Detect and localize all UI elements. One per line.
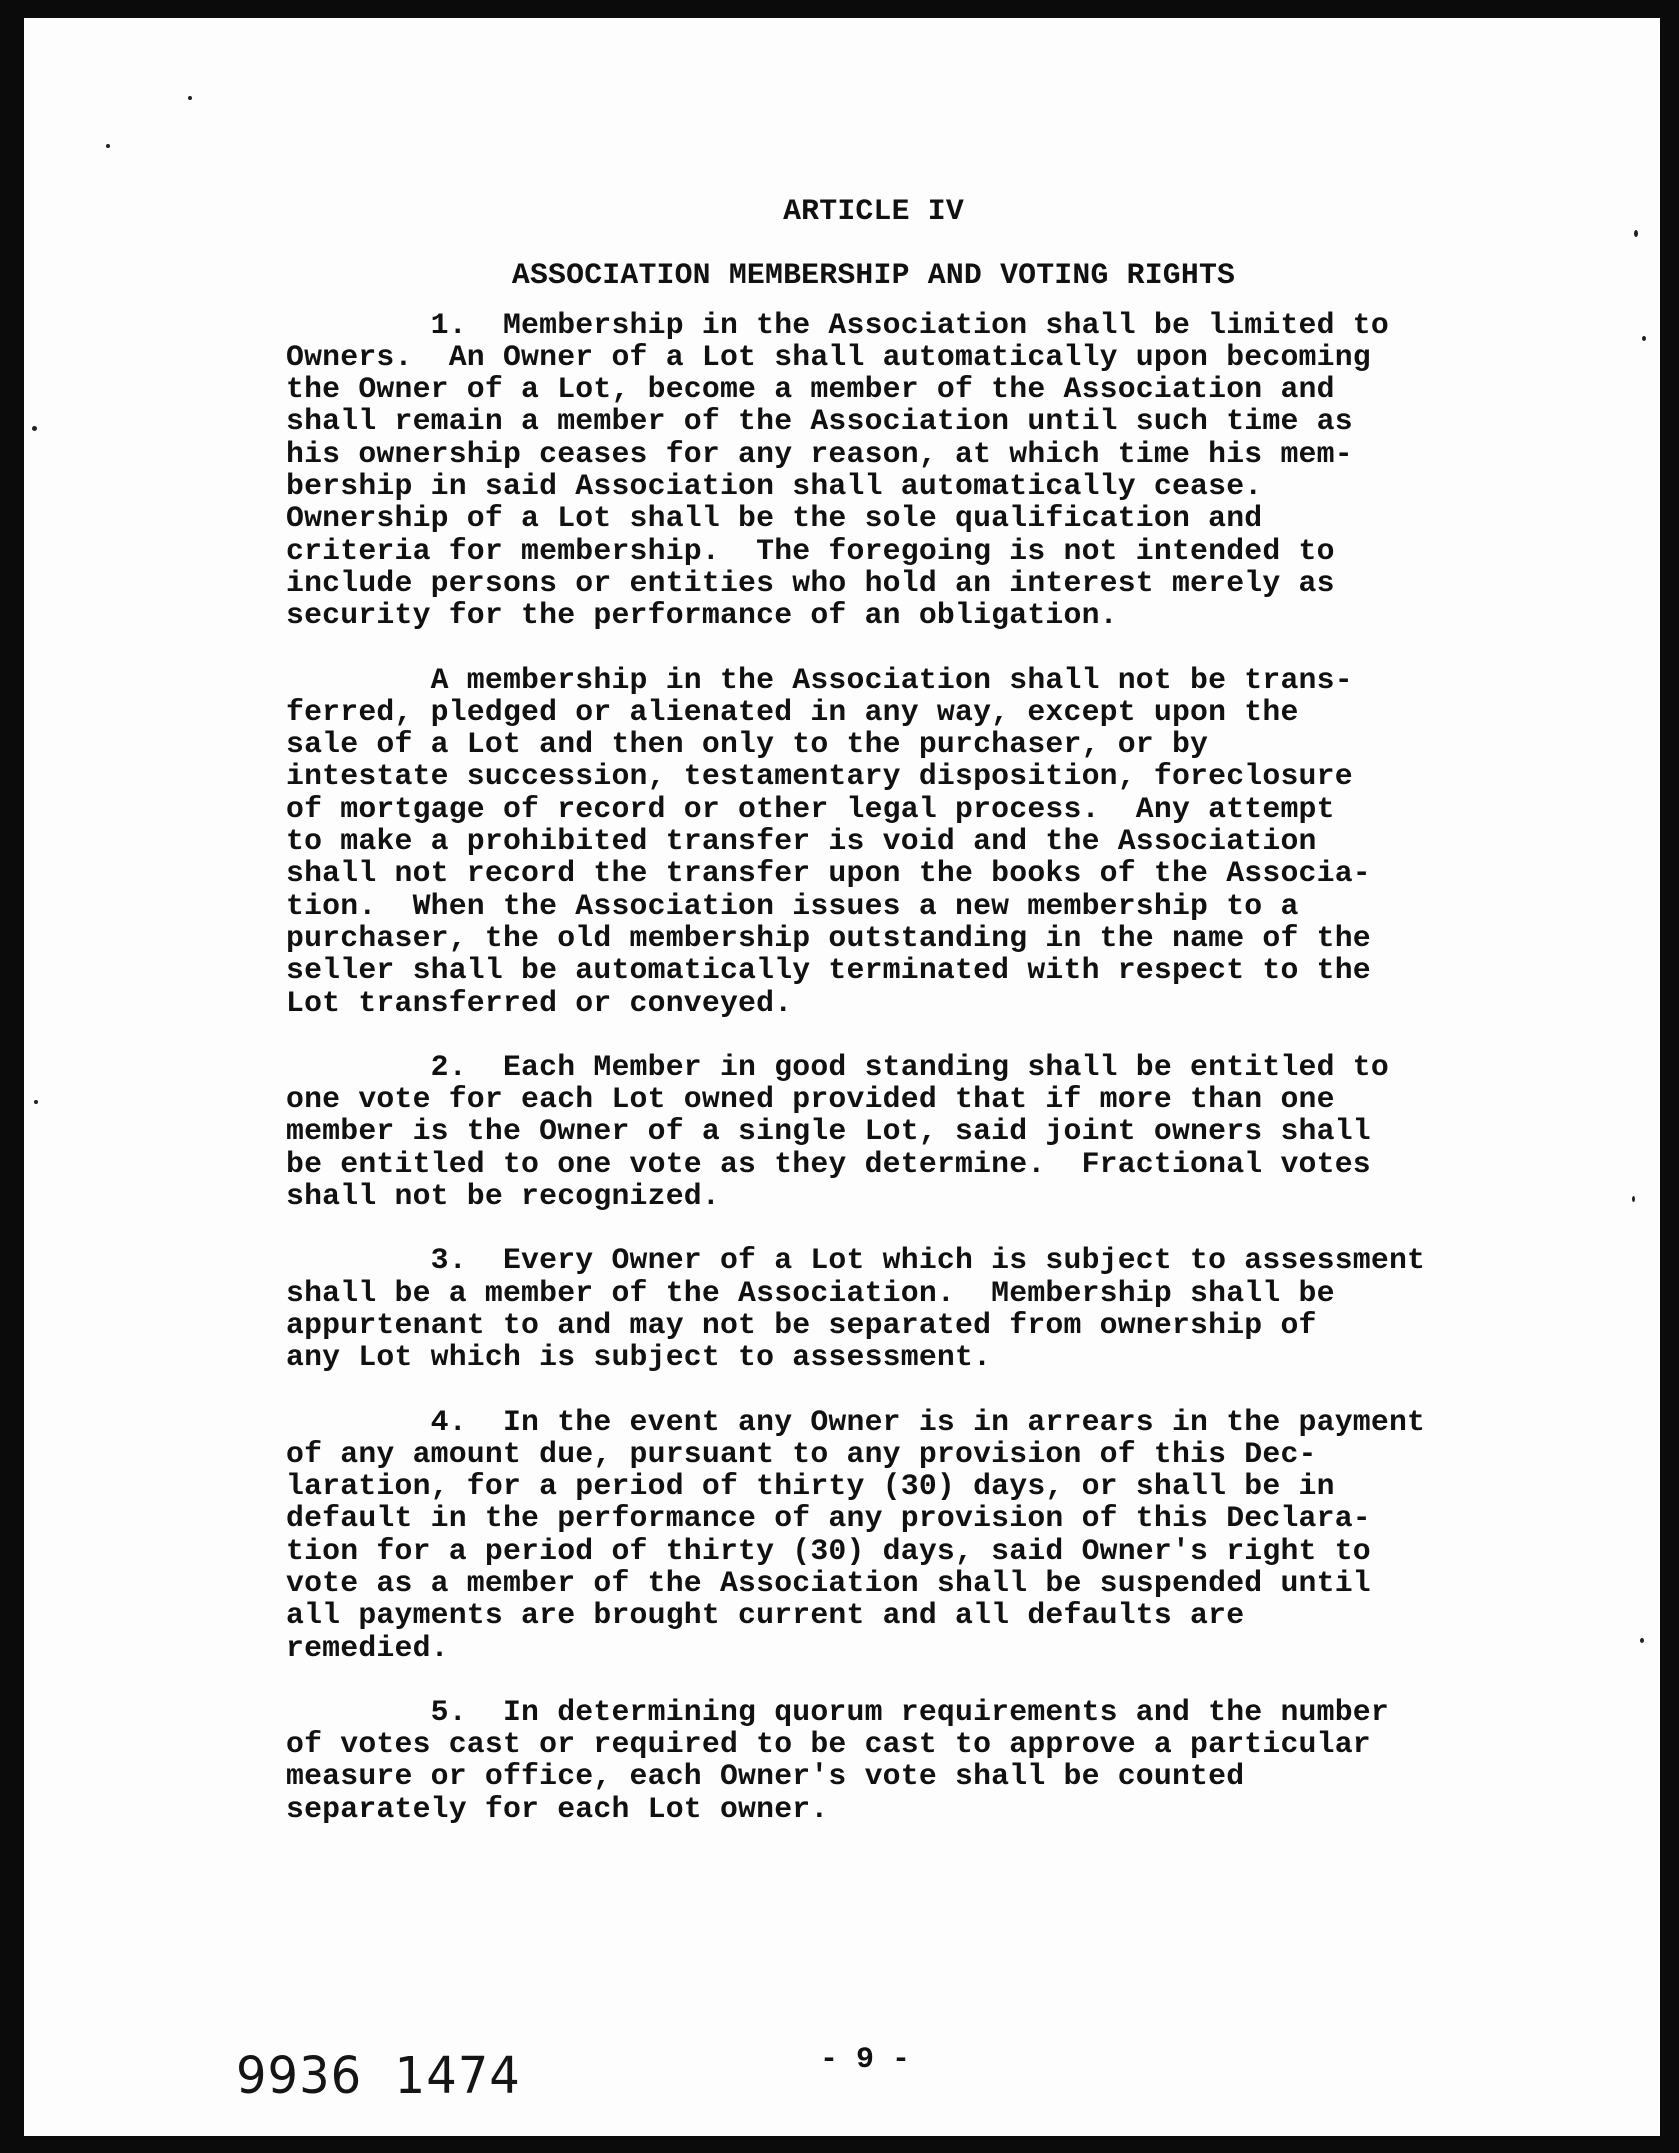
scan-speck [32, 426, 37, 431]
record-stamp: 9936 1474 [236, 2046, 521, 2106]
paragraph-transfer: A membership in the Association shall not be trans- ferred, pledged or alienated in any way, except upon the sale of a Lot and then only to the purchaser, or by intestate succession, testamentary disposition, foreclosure of mortgage of record or other legal process. Any attempt to make a prohibited transfer is void and the Association shall not record the transfer upon the books of the Associa- tion. When the Association issues a new membership to a purchaser, the old membership outstanding in the name of the seller shall be automatically terminated with respect to the Lot transferred or conveyed. [286, 662, 1371, 1020]
scan-speck [106, 144, 110, 148]
scan-speck [1632, 1196, 1635, 1202]
paragraph-assessment: 3. Every Owner of a Lot which is subject to assessment shall be a member of the Association. Membership shall be appurtenant to and may not be separated from ownership of any Lot which is subject to assessment. [286, 1243, 1426, 1375]
paragraph-membership: 1. Membership in the Association shall be limited to Owners. An Owner of a Lot shall automatically upon becoming the Owner of a Lot, become a member of the Association and shall remain a member of the Association until such time as his ownership ceases for any reason, at which time his mem- bership in said Association shall automatically cease. Ownership of a Lot shall be the sole qualification and criteria for membership. The foregoing is not intended to include persons or entities who hold an interest merely as security for the performance of an obligation. [286, 307, 1389, 633]
document-body [286, 195, 1461, 1857]
scan-speck [34, 1100, 38, 1104]
paragraph-voting: 2. Each Member in good standing shall be entitled to one vote for each Lot owned provided that if more than one member is the Owner of a single Lot, said joint owners shall be entitled to one vote as they determine. Fractional votes shall not be recognized. [286, 1049, 1389, 1214]
article-title: ARTICLE IV [783, 194, 964, 228]
page-number: - 9 - [820, 2043, 911, 2077]
paragraph-quorum: 5. In determining quorum requirements and the number of votes cast or required to be cast to approve a particular measure or office, each Owner's vote shall be counted separately for each Lot owner. [286, 1694, 1389, 1826]
scan-speck [1640, 1638, 1644, 1643]
scan-speck [1642, 336, 1646, 341]
scan-speck [188, 96, 192, 100]
paragraph-arrears: 4. In the event any Owner is in arrears in the payment of any amount due, pursuant to any provision of this Dec- laration, for a period of thirty (30) days, or shall be in default in the performance of any provision of this Declara- tion for a period of thirty (30) days, said Owner's right to vote as a member of the Association shall be suspended until all payments are brought current and all defaults are remedied. [286, 1404, 1426, 1665]
section-title: ASSOCIATION MEMBERSHIP AND VOTING RIGHTS [511, 258, 1236, 293]
scan-speck [1634, 230, 1638, 237]
